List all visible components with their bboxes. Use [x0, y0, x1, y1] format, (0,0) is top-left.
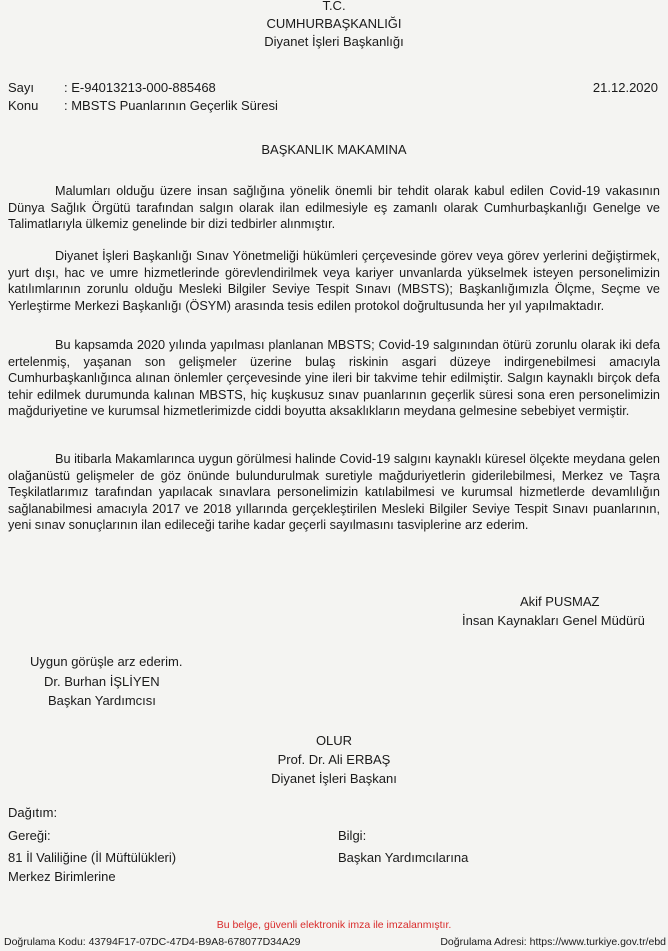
approver2-title: Diyanet İşleri Başkanı: [271, 771, 397, 786]
sayi-label: Sayı: [8, 80, 35, 95]
header-presidency: CUMHURBAŞKANLIĞI: [266, 16, 402, 31]
distribution-label: Dağıtım:: [8, 805, 58, 820]
geregi-label: Gereği:: [8, 828, 51, 843]
signer-name: Akif PUSMAZ: [520, 594, 600, 609]
approver1-title: Başkan Yardımcısı: [48, 693, 156, 708]
approver2-name: Prof. Dr. Ali ERBAŞ: [277, 752, 391, 767]
sayi-value: : E-94013213-000-885468: [64, 80, 216, 95]
verification-address[interactable]: Doğrulama Adresi: https://www.turkiye.gov.tr/ebd: [440, 936, 666, 948]
body-paragraph-4: Bu itibarla Makamlarınca uygun görülmesi halinde Covid-19 salgını kaynaklı küresel ölçekte meydana gelen olağanüstü gelişmeler de göz önünde bulundurulmak suretiyle mağduriyetlerin giderilebilmesi, Merkez ve Taşra Teşkilatlarımız tarafından yapılacak sınavlara personelimizin katılabilmesi ve kurumsal hizmetlerde devamlılığın sağlanabilmesi amacıyla 2017 ve 2018 yıllarında gerçekleştirilen Mesleki Bilgiler Seviye Tespit Sınavı puanlarının, yeni sınav sonuçlarının ilan edileceği tarihe kadar geçerli sayılmasını tasviplerine arz ederim.: [8, 452, 660, 533]
body-paragraph-3: Bu kapsamda 2020 yılında yapılması planlanan MBSTS; Covid-19 salgınından ötürü zorunlu olarak iki defa ertelenmiş, yaşanan son gelişmeler üzerine bulaş riskinin asgari düzeye indirgenebilmesi amacıyla Cumhurbaşkanlığınca alınan önlemler çerçevesinde yine ileri bir takvime tehir edilmiştir. Salgın kaynaklı birçok defa tehir edilmek durumunda kalınan MBSTS, hiç kuşkusuz sınav puanlarının geçerlik süresi sona eren personelimizin mağduriyetine ve kurumsal hizmetlerimizde ciddi boyutta aksaklıkların meydana gelmesine sebebiyet vermiştir.: [8, 338, 660, 419]
esign-notice: Bu belge, güvenli elektronik imza ile imzalanmıştır.: [216, 919, 452, 931]
salutation: BAŞKANLIK MAKAMINA: [261, 142, 407, 157]
body-paragraph-2: Diyanet İşleri Başkanlığı Sınav Yönetmeliği hükümleri çerçevesinde görev veya görev yerlerini değiştirmek, yurt dışı, hac ve umre hizmetlerinde görevlendirilmek veya kariyer unvanlarda yükselmek isteyen personelimizin katılımlarının zorunlu olduğu Mesleki Bilgiler Seviye Tespit Sınavı (MBSTS); Başkanlığımızla Ölçme, Seçme ve Yerleştirme Merkezi Başkanlığı (ÖSYM) arasında tesis edilen protokol doğrultusunda her yıl yapılmaktadır.: [8, 249, 660, 313]
approver1-name: Dr. Burhan İŞLİYEN: [44, 674, 160, 689]
approver1-note: Uygun görüşle arz ederim.: [30, 654, 183, 669]
signer-title: İnsan Kaynakları Genel Müdürü: [462, 613, 645, 628]
document-date: 21.12.2020: [592, 80, 658, 95]
konu-value: : MBSTS Puanlarının Geçerlik Süresi: [64, 98, 278, 113]
body-paragraph-1: Malumları olduğu üzere insan sağlığına yönelik önemli bir tehdit olarak kabul edilen Covid-19 vakasının Dünya Sağlık Örgütü tarafından salgın olarak ilan edilmesiyle eş zamanlı olarak Cumhurbaşkanlığı Genelge ve Talimatlarıyla ülkemiz genelinde bir dizi tedbirler alınmıştır.: [8, 184, 660, 232]
header-institution: Diyanet İşleri Başkanlığı: [264, 34, 404, 49]
bilgi-recipient-1: Başkan Yardımcılarına: [338, 850, 469, 865]
verification-code: Doğrulama Kodu: 43794F17-07DC-47D4-B9A8-678077D34A29: [4, 936, 301, 948]
geregi-recipient-2: Merkez Birimlerine: [8, 869, 116, 884]
geregi-recipient-1: 81 İl Valiliğine (İl Müftülükleri): [8, 850, 177, 865]
bilgi-label: Bilgi:: [338, 828, 367, 843]
konu-label: Konu: [8, 98, 39, 113]
header-tc: T.C.: [322, 0, 346, 13]
olur-label: OLUR: [315, 733, 353, 748]
